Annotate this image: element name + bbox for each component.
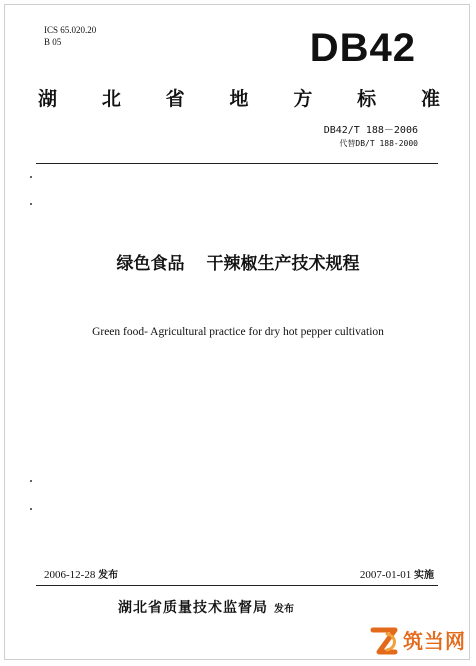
implement-date-suffix: 实施: [414, 570, 434, 581]
standard-prefix-logo: DB42: [309, 26, 416, 70]
implement-date-value: 2007-01-01: [359, 569, 412, 581]
scan-speck: [30, 176, 32, 178]
issuing-authority: [118, 598, 294, 620]
standard-type-char: 北: [101, 88, 121, 110]
standard-type-char: 方: [293, 88, 313, 110]
standard-type-char: 标: [357, 88, 377, 110]
issue-date-suffix: 发布: [98, 570, 119, 581]
title-zh-part2: 干辣椒生产技术规程: [206, 254, 360, 274]
document-title-zh: [0, 252, 476, 276]
issue-date: [44, 568, 118, 583]
standard-number-block: [324, 124, 418, 150]
scan-speck: [30, 480, 32, 482]
scan-speck: [30, 508, 32, 510]
classification-codes: [44, 24, 96, 48]
watermark-logo-icon: [367, 624, 401, 658]
replaces-standard: 代替DB/T 188-2000: [339, 139, 418, 148]
watermark-text: 筑当网: [403, 629, 466, 653]
standard-type-char: 湖: [38, 88, 58, 110]
standard-number: DB42/T 188－2006: [323, 125, 418, 136]
scan-speck: [30, 203, 32, 205]
site-watermark: [367, 624, 466, 658]
standard-type-char: 准: [420, 88, 440, 110]
issuer-name: 湖北省质量技术监督局: [118, 600, 268, 616]
ics-code: ICS 65.020.20: [44, 25, 97, 35]
standard-type-heading: [38, 86, 440, 112]
standard-type-char: 省: [165, 88, 185, 110]
title-zh-part1: 绿色食品: [116, 254, 185, 274]
document-title-en: Green food- Agricultural practice for dry hot pepper cultivation: [92, 326, 384, 338]
implement-date: [360, 568, 434, 583]
standard-type-char: 地: [229, 88, 249, 110]
top-divider: [36, 163, 438, 164]
class-code: B 05: [44, 37, 62, 47]
issue-date-value: 2006-12-28: [44, 569, 96, 581]
issuer-suffix: 发布: [274, 604, 294, 615]
bottom-divider: [36, 585, 438, 586]
